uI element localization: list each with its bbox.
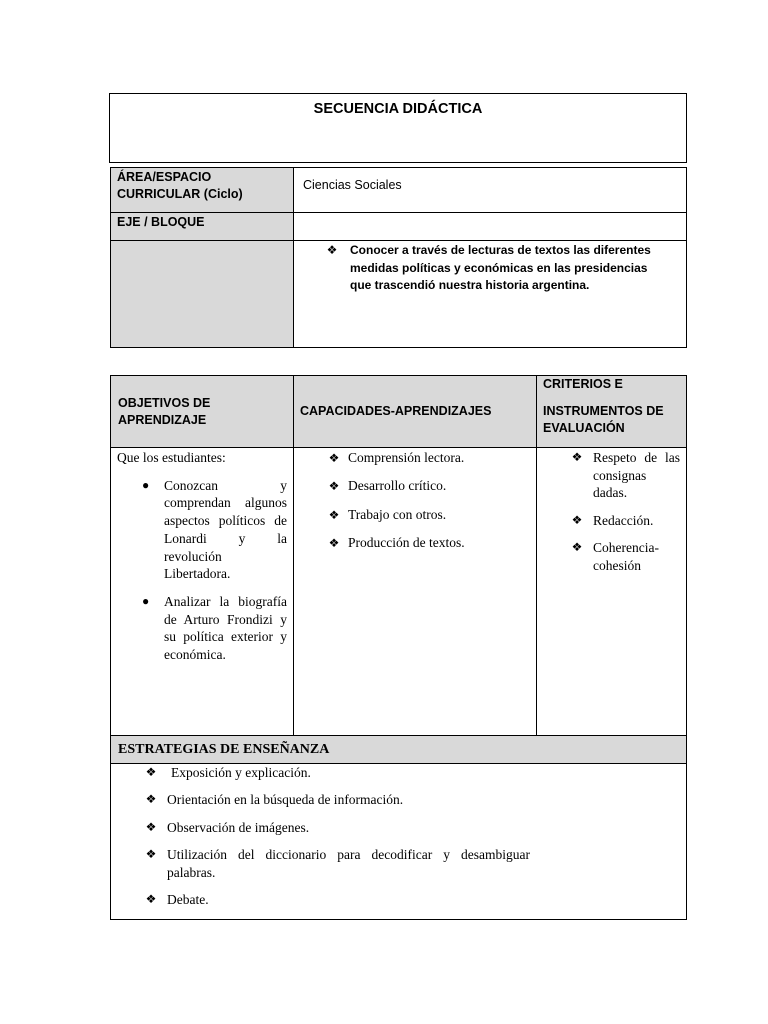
diamond-bullet-icon: ❖ (328, 451, 340, 465)
bullet-icon: ● (142, 477, 150, 492)
contenido-label-cell (111, 241, 294, 348)
area-label-cell (111, 168, 294, 213)
criterios-header-line1: CRITERIOS E (543, 377, 623, 391)
estrategias-cell (111, 764, 687, 920)
criterios-header-line2: INSTRUMENTOS DE EVALUACIÓN (543, 404, 664, 435)
capacidades-header-cell (294, 376, 537, 448)
title-box (109, 93, 687, 163)
capacidades-cell (294, 448, 537, 736)
criterios-cell (537, 448, 687, 736)
estrategia-item: ❖ Observación de imágenes. (143, 819, 530, 837)
diamond-bullet-icon: ❖ (328, 479, 340, 494)
area-value: Ciencias Sociales (303, 178, 402, 192)
contenido-cell (294, 241, 687, 348)
diamond-bullet-icon: ❖ (145, 819, 157, 834)
estrategias-header: ESTRATEGIAS DE ENSEÑANZA (118, 741, 330, 757)
diamond-bullet-icon: ❖ (571, 450, 583, 464)
diamond-bullet-icon: ❖ (145, 765, 157, 779)
objetivos-cell (111, 448, 294, 736)
estrategia-item: ❖ Utilización del diccionario para decodificar y desambiguar palabras. (143, 846, 530, 881)
capacidad-item: ❖ Producción de textos. (326, 534, 530, 553)
diamond-bullet-icon: ❖ (328, 507, 340, 522)
page-title: SECUENCIA DIDÁCTICA (313, 101, 483, 117)
criterio-item: ❖ Coherencia-cohesión (569, 539, 680, 574)
objetivos-header-cell (111, 376, 294, 448)
estrategia-item: ❖ Debate. (143, 891, 530, 909)
area-label: ÁREA/ESPACIO CURRICULAR (Ciclo) (117, 170, 243, 201)
area-value-cell (294, 168, 687, 213)
objetivo-item: ● Analizar la biografía de Arturo Frondizi y su política exterior y económica. (142, 593, 287, 663)
objetivos-header: OBJETIVOS DE APRENDIZAJE (118, 395, 211, 427)
capacidades-header: CAPACIDADES-APRENDIZAJES (300, 404, 492, 418)
contenido-text: Conocer a través de lecturas de textos las diferentes medidas políticas y económicas en las presidencias que trascendió nuestra historia argentina. (350, 243, 651, 292)
estrategia-item: ❖ Orientación en la búsqueda de información. (143, 791, 530, 809)
diamond-bullet-icon: ❖ (326, 243, 338, 257)
criterio-item: ❖ Respeto de las consignas dadas. (569, 449, 680, 502)
estrategias-header-cell (111, 736, 687, 764)
diamond-bullet-icon: ❖ (145, 792, 157, 807)
diamond-bullet-icon: ❖ (145, 891, 157, 906)
info-table (110, 167, 687, 348)
estrategia-item: ❖ Exposición y explicación. (143, 764, 530, 782)
bullet-icon: ● (142, 593, 150, 608)
main-table (110, 375, 687, 920)
eje-value-cell (294, 213, 687, 241)
eje-label: EJE / BLOQUE (117, 215, 205, 229)
criterios-header-cell (537, 376, 687, 448)
objetivo-item: ● Conozcan y comprendan algunos aspectos políticos de Lonardi y la revolución Libertadora. (142, 477, 287, 582)
diamond-bullet-icon: ❖ (571, 540, 583, 554)
eje-label-cell (111, 213, 294, 241)
criterio-item: ❖ Redacción. (569, 512, 680, 530)
objetivos-intro: Que los estudiantes: (117, 450, 226, 465)
capacidad-item: ❖ Desarrollo crítico. (326, 477, 530, 496)
diamond-bullet-icon: ❖ (571, 512, 583, 527)
diamond-bullet-icon: ❖ (145, 846, 157, 861)
capacidad-item: ❖ Comprensión lectora. (326, 449, 530, 468)
capacidad-item: ❖ Trabajo con otros. (326, 506, 530, 525)
diamond-bullet-icon: ❖ (328, 535, 340, 550)
